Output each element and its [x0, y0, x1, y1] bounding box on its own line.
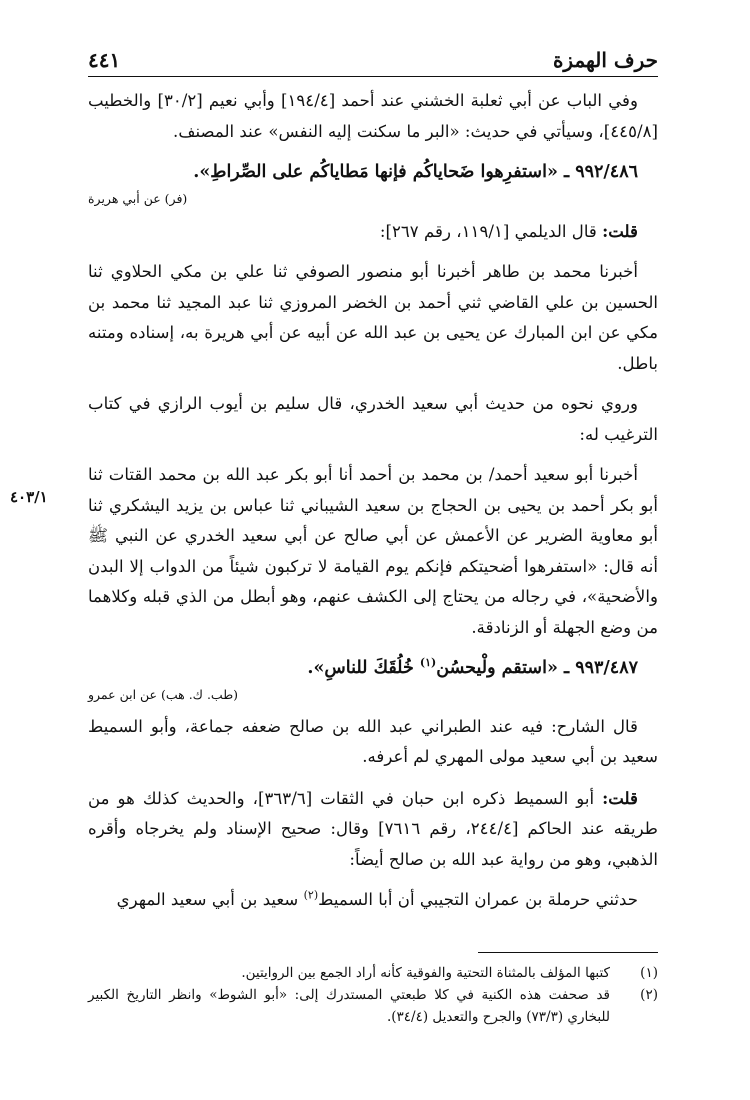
- footnote-number: (١): [640, 965, 658, 981]
- paragraph: أخبرنا محمد بن طاهر أخبرنا أبو منصور الصوفي ثنا علي بن مكي الحلاوي ثنا الحسين بن علي القاضي ثني أحمد بن الخضر المروزي ثنا عبد المجيد ثنا محمد بن مكي عن ابن المبارك عن يحيى بن عبد الله عن أبيه عن أبي هريرة به، إسناده ومتنه باطل.: [88, 262, 658, 373]
- footnote: [88, 962, 658, 984]
- page-number: ٤٤١: [88, 48, 121, 72]
- hadith-text: ٩٩٣/٤٨٧ ـ «استقم ولْيحسُن: [436, 658, 638, 678]
- salutation-glyph: ﷺ: [88, 526, 109, 545]
- running-title: حرف الهمزة: [552, 48, 658, 72]
- paragraph-text: حدثني حرملة بن عمران التجيبي أن أبا السميط: [318, 890, 638, 909]
- margin-volume-marker: ٤٠٣/١: [10, 488, 48, 506]
- footnotes: [88, 962, 658, 1028]
- hadith-text: خُلُقَكَ للناسِ».: [307, 658, 420, 678]
- paragraph: [88, 783, 658, 876]
- paragraph: [88, 885, 658, 916]
- footnote-text: كتبها المؤلف بالمثناة التحتية والفوقية كأنه أراد الجمع بين الروايتين.: [241, 965, 610, 981]
- hadith-heading: ٩٩٢/٤٨٦ ـ «استفرِهوا ضَحاياكُم فإنها مَطاياكُم على الصِّراطِ».: [193, 162, 638, 182]
- page-header: [88, 40, 658, 77]
- footnote-number: (٢): [640, 987, 658, 1003]
- footnote-separator: [478, 952, 658, 953]
- footnote-text: قد صحفت هذه الكنية في كلا طبعتي المستدرك إلى: «أبو الشوط» وانظر التاريخ الكبير للبخاري (٧٣/٣) والجرح والتعديل (٣٤/٤).: [88, 987, 610, 1025]
- footnote-ref: (١): [419, 656, 437, 670]
- paragraph: [88, 460, 658, 643]
- paragraph: قال الشارح: فيه عند الطبراني عبد الله بن صالح ضعفه جماعة، وأبو السميط سعيد بن أبي سعيد مولى المهري لم أعرفه.: [88, 716, 658, 766]
- hadith-source: (طب. ك. هب) عن ابن عمرو: [88, 686, 239, 702]
- footnote: [88, 984, 658, 1028]
- hadith-source: (فر) عن أبي هريرة: [88, 190, 188, 206]
- paragraph-text: أبو السميط ذكره ابن حبان في الثقات [٣٦٣/٦]، والحديث كذلك هو من طريقه عند الحاكم [٢٤٤/٤، رقم ٧٦١٦] وقال: صحيح الإسناد ولم يخرجاه وأقره الذهبي، وهو من رواية عبد الله بن صالح أيضاً:: [88, 788, 658, 869]
- qultu-label: قلت:: [602, 220, 638, 241]
- paragraph-text: قال الديلمي [١١٩/١، رقم ٢٦٧]:: [379, 221, 603, 241]
- hadith-heading: [88, 653, 658, 684]
- paragraph: وفي الباب عن أبي ثعلبة الخشني عند أحمد [١٩٤/٤] وأبي نعيم [٣٠/٢] والخطيب [٤٤٥/٨]، وسيأتي في حديث: «البر ما سكنت إليه النفس» عند المصنف.: [88, 91, 658, 141]
- paragraph: وروي نحوه من حديث أبي سعيد الخدري، قال سليم بن أيوب الرازي في كتاب الترغيب له:: [88, 394, 658, 444]
- qultu-label: قلت:: [602, 787, 638, 808]
- paragraph-text: سعيد بن أبي سعيد المهري: [116, 890, 304, 909]
- paragraph-text: أنه قال: «استفرهوا أضحيتكم فإنكم يوم القيامة لا تركبون شيئاً من الدواب إلا البدن والأضحية»، في رجاله من يحتاج إلى الكشف عنهم، وهو أبطل من الذي قبله وكلاهما من وضع الجهلة أو الزنادقة.: [88, 556, 658, 637]
- paragraph: [88, 216, 658, 248]
- main-text: [88, 86, 658, 926]
- paragraph-text: أخبرنا أبو سعيد أحمد/ بن محمد بن أحمد أنا أبو بكر عبد الله بن محمد القتات ثنا أبو بكر أحمد بن يحيى بن الحجاج بن سعيد الشيباني ثنا عباس بن يزيد اليشكري ثنا أبو معاوية الضرير عن الأعمش عن أبي صالح عن أبي سعيد الخدري عن النبي: [88, 465, 659, 545]
- footnote-ref: (٢): [303, 888, 319, 902]
